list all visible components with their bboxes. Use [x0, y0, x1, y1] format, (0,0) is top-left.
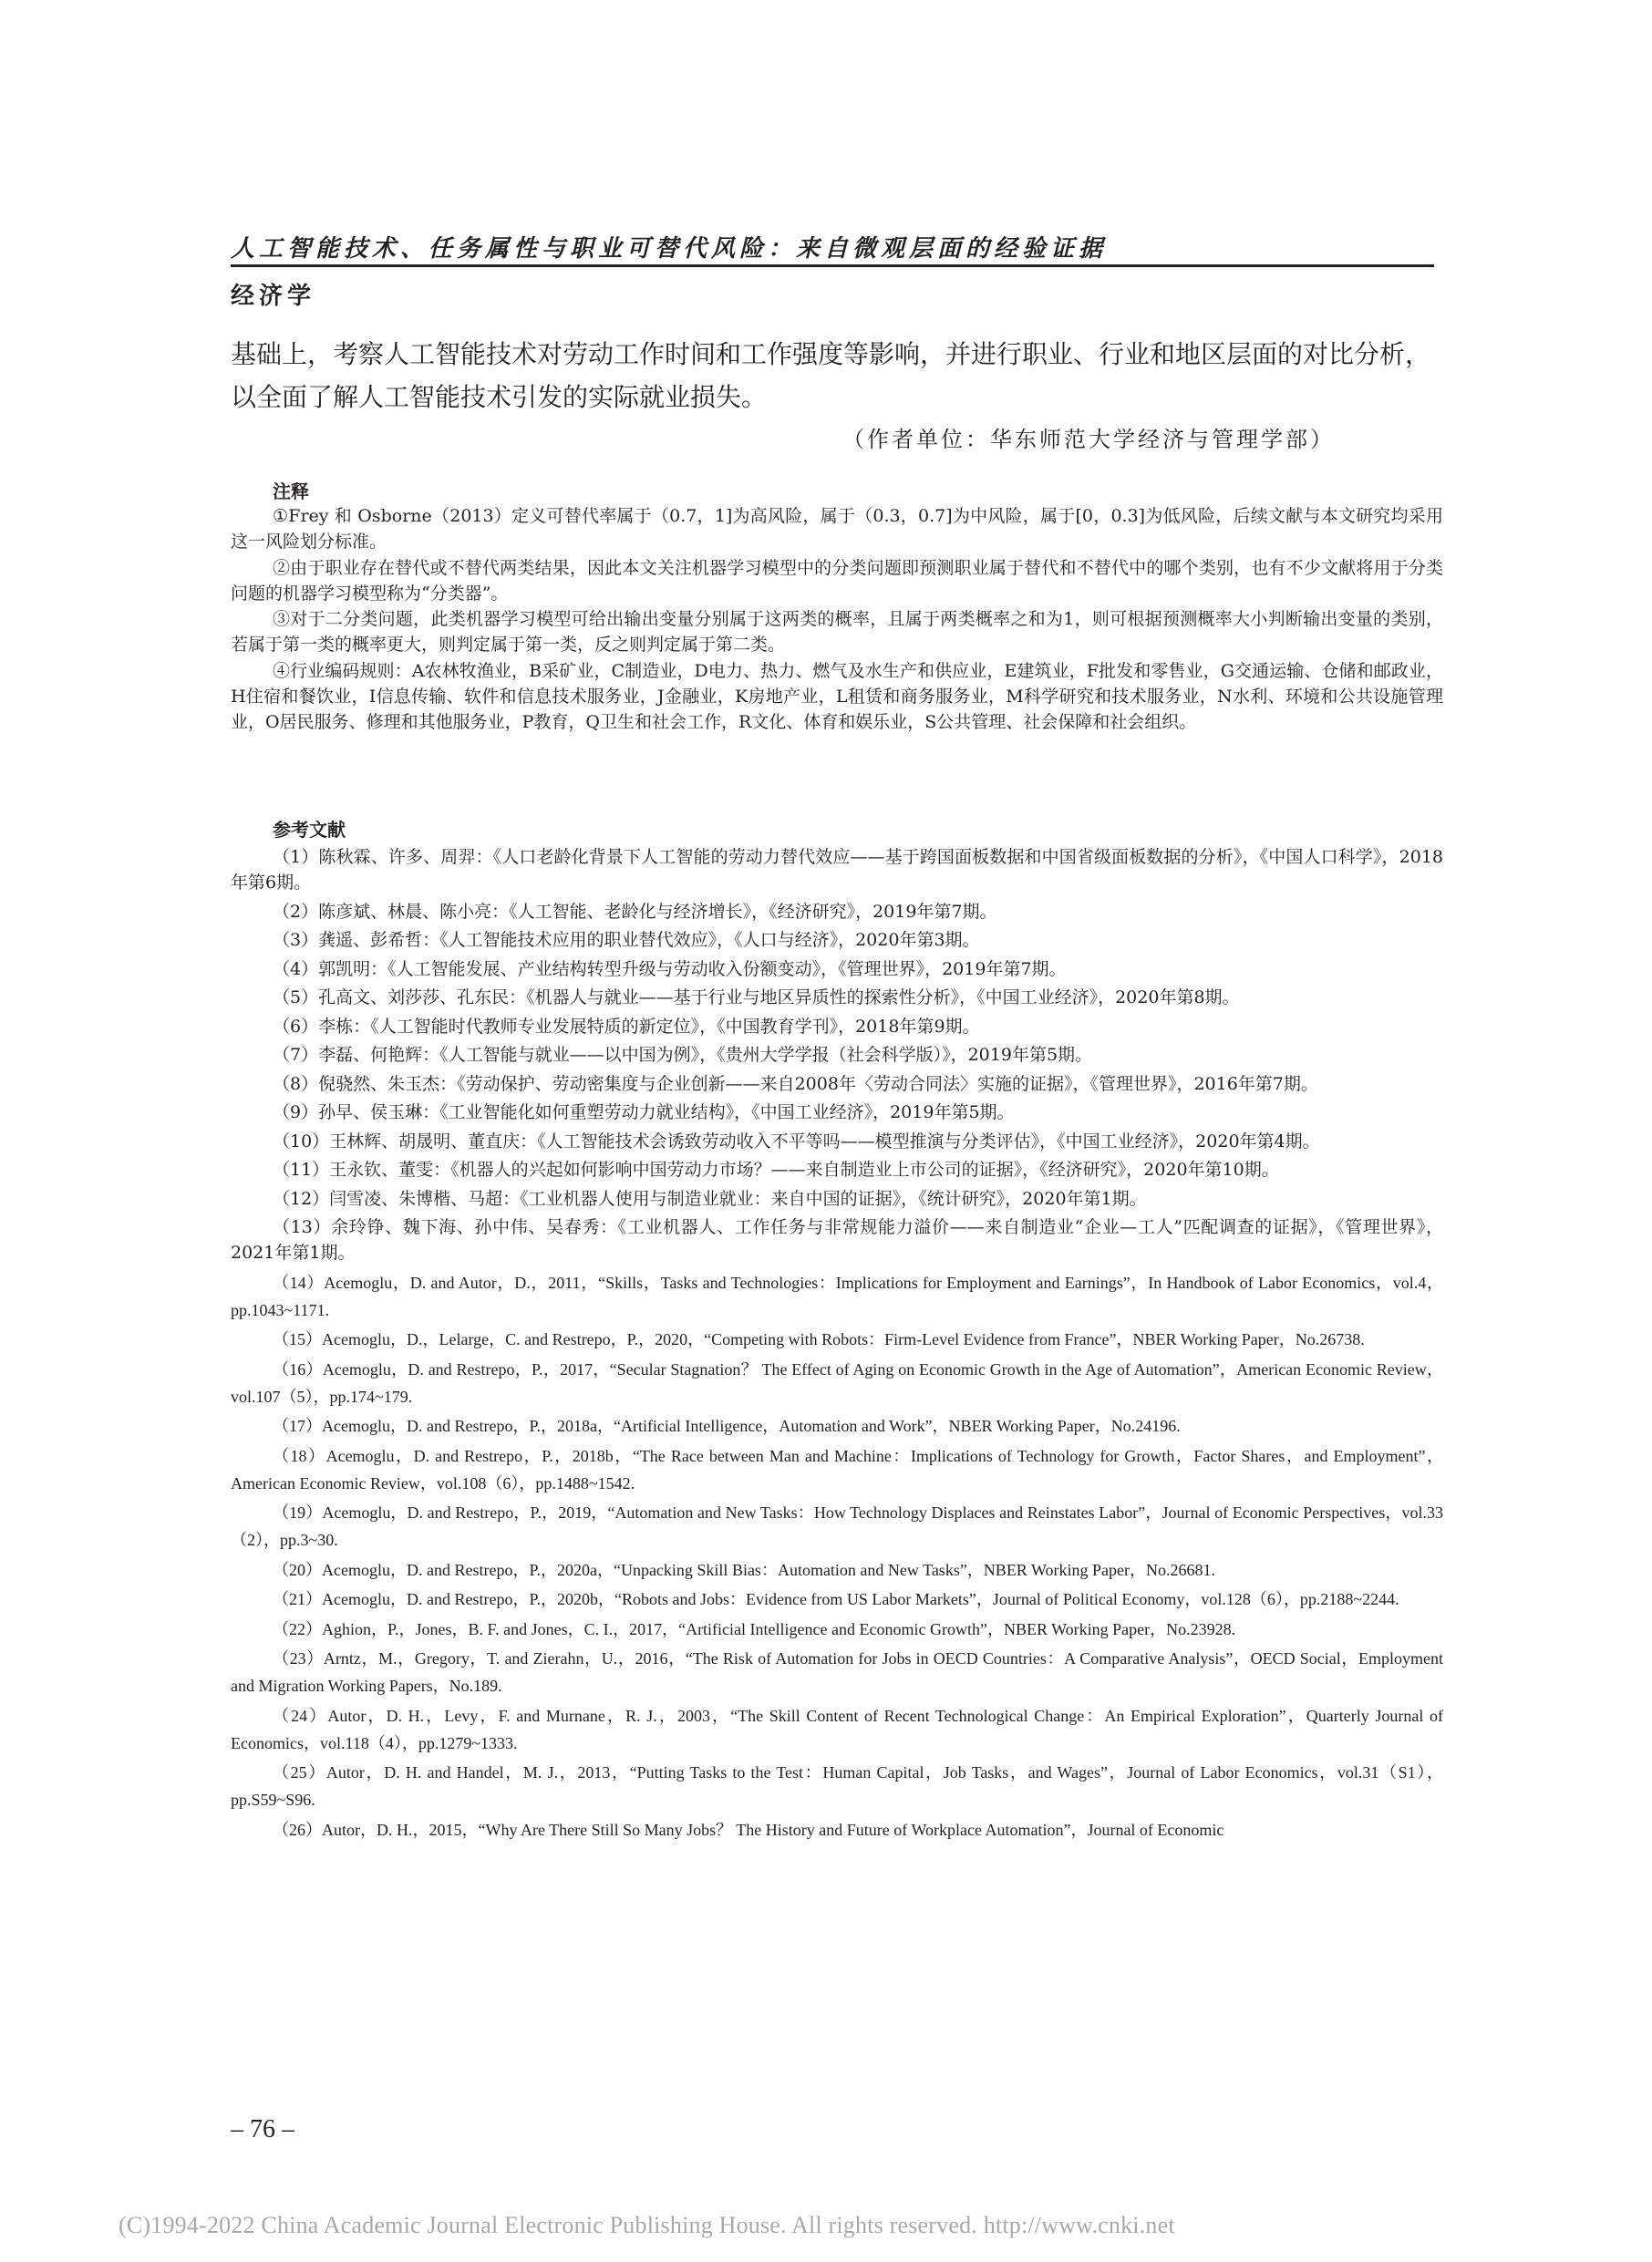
note-item: ④行业编码规则：A农林牧渔业，B采矿业，C制造业，D电力、热力、燃气及水生产和供应业，E建筑业，F批发和零售业，G交通运输、仓储和邮政业，H住宿和餐饮业，I信息传输、软件和信息技术服务业，J金融业，K房地产业，L租赁和商务服务业，M科学研究和技术服务业，N水利、环境和公共设施管理业，O居民服务、修理和其他服务业，P教育，Q卫生和社会工作，R文化、体育和娱乐业，S公共管理、社会保障和社会组织。: [231, 660, 1443, 733]
reference-item: （25）Autor，D. H. and Handel，M. J.，2013，“Putting Tasks to the Test：Human Capital，Job Tasks，and Wages”，Journal of Labor Economics，vol.31（S1），pp.S59~S96.: [231, 1763, 1443, 1809]
reference-item: （4）郭凯明：《人工智能发展、产业结构转型升级与劳动收入份额变动》，《管理世界》，2019年第7期。: [273, 958, 1067, 979]
reference-item: （13）余玲铮、魏下海、孙中伟、吴春秀：《工业机器人、工作任务与非常规能力溢价——来自制造业“企业—工人”匹配调查的证据》，《管理世界》，2021年第1期。: [231, 1217, 1443, 1263]
reference-item: （11）王永钦、董雯：《机器人的兴起如何影响中国劳动力市场？——来自制造业上市公司的证据》，《经济研究》，2020年第10期。: [273, 1160, 1279, 1180]
reference-item: （19）Acemoglu，D. and Restrepo，P.，2019，“Automation and New Tasks：How Technology Displaces and Reinstates Labor”，Journal of Economic Perspectives，vol.33（2），pp.3~30.: [231, 1503, 1443, 1549]
reference-item: （16）Acemoglu，D. and Restrepo，P.，2017，“Secular Stagnation？ The Effect of Aging on Economic Growth in the Age of Automation”，American Economic Review，vol.107（5），pp.174~179.: [231, 1359, 1443, 1406]
references-heading: 参考文献: [273, 819, 346, 841]
reference-item: （3）龚遥、彭希哲：《人工智能技术应用的职业替代效应》，《人口与经济》，2020年第3期。: [273, 930, 980, 950]
reference-item: （9）孙早、侯玉琳：《工业智能化如何重塑劳动力就业结构》，《中国工业经济》，2019年第5期。: [273, 1102, 1015, 1122]
reference-item: （6）李栋：《人工智能时代教师专业发展特质的新定位》，《中国教育学刊》，2018年第9期。: [273, 1016, 980, 1037]
notes-section: [231, 480, 1443, 736]
reference-item: （21）Acemoglu，D. and Restrepo，P.，2020b，“Robots and Jobs：Evidence from US Labor Markets”，Journal of Political Economy，vol.128（6），pp.2188~2244.: [273, 1590, 1399, 1608]
reference-item: （23）Arntz，M.，Gregory，T. and Zierahn，U.，2016，“The Risk of Automation for Jobs in OECD Countries：A Comparative Analysis”，OECD Social，Employment and Migration Working Papers，No.189.: [231, 1649, 1443, 1695]
reference-item: （1）陈秋霖、许多、周羿：《人口老龄化背景下人工智能的劳动力替代效应——基于跨国面板数据和中国省级面板数据的分析》，《中国人口科学》，2018年第6期。: [231, 847, 1443, 893]
header-rule: [231, 264, 1434, 267]
reference-item: （18）Acemoglu，D. and Restrepo，P.，2018b，“The Race between Man and Machine：Implications of Technology for Growth，Factor Shares，and Employment”，American Economic Review，vol.108（6），pp.1488~1542.: [231, 1446, 1443, 1493]
notes-heading: 注释: [273, 480, 309, 502]
note-item: ②由于职业存在替代或不替代两类结果，因此本文关注机器学习模型中的分类问题即预测职业属于替代和不替代中的哪个类别，也有不少文献将用于分类问题的机器学习模型称为“分类器”。: [231, 557, 1443, 604]
reference-item: （26）Autor，D. H.，2015，“Why Are There Still So Many Jobs？ The History and Future of Workplace Automation”，Journal of Economic: [273, 1820, 1224, 1839]
reference-item: （12）闫雪凌、朱博楷、马超：《工业机器人使用与制造业就业：来自中国的证据》，《统计研究》，2020年第1期。: [273, 1188, 1147, 1209]
reference-item: （10）王林辉、胡晟明、董直庆：《人工智能技术会诱致劳动收入不平等吗——模型推演与分类评估》，《中国工业经济》，2020年第4期。: [273, 1131, 1320, 1152]
section-label: 经济学: [231, 283, 316, 310]
body-paragraph: 基础上，考察人工智能技术对劳动工作时间和工作强度等影响，并进行职业、行业和地区层面的对比分析，以全面了解人工智能技术引发的实际就业损失。: [231, 339, 1431, 412]
note-item: ③对于二分类问题，此类机器学习模型可给出输出变量分别属于这两类的概率，且属于两类概率之和为1，则可根据预测概率大小判断输出变量的类别，若属于第一类的概率更大，则判定属于第一类，反之则判定属于第二类。: [231, 609, 1443, 656]
references-section: [231, 819, 1443, 1845]
reference-item: （5）孔高文、刘莎莎、孔东民：《机器人与就业——基于行业与地区异质性的探索性分析》，《中国工业经济》，2020年第8期。: [273, 987, 1240, 1007]
copyright-notice: (C)1994-2022 China Academic Journal Electronic Publishing House. All rights reserved. http://www.cnki.net: [119, 2212, 1175, 2238]
reference-item: （15）Acemoglu，D.，Lelarge，C. and Restrepo，P.，2020，“Competing with Robots：Firm-Level Evidence from France”，NBER Working Paper，No.26738.: [273, 1330, 1365, 1348]
running-title: 人工智能技术、任务属性与职业可替代风险：来自微观层面的经验证据: [231, 235, 1108, 263]
author-affiliation: （作者单位：华东师范大学经济与管理学部）: [842, 427, 1335, 452]
reference-item: （7）李磊、何艳辉：《人工智能与就业——以中国为例》，《贵州大学学报（社会科学版）》，2019年第5期。: [273, 1045, 1093, 1065]
page-number: – 76 –: [231, 2115, 294, 2143]
reference-item: （8）倪骁然、朱玉杰：《劳动保护、劳动密集度与企业创新——来自2008年〈劳动合同法〉实施的证据》，《管理世界》，2016年第7期。: [273, 1073, 1318, 1094]
reference-item: （20）Acemoglu，D. and Restrepo，P.，2020a，“Unpacking Skill Bias：Automation and New Tasks”，NBER Working Paper，No.26681.: [273, 1560, 1216, 1579]
reference-item: （17）Acemoglu，D. and Restrepo，P.，2018a，“Artificial Intelligence，Automation and Work”，NBER Working Paper，No.24196.: [273, 1417, 1181, 1435]
reference-item: （2）陈彦斌、林晨、陈小亮：《人工智能、老龄化与经济增长》，《经济研究》，2019年第7期。: [273, 901, 997, 922]
note-item: ①Frey 和 Osborne（2013）定义可替代率属于（0.7，1]为高风险，属于（0.3，0.7]为中风险，属于[0，0.3]为低风险，后续文献与本文研究均采用这一风险划分标准。: [231, 506, 1443, 553]
reference-item: （14）Acemoglu，D. and Autor，D.，2011，“Skills，Tasks and Technologies：Implications for Employment and Earnings”，In Handbook of Labor Economics，vol.4，pp.1043~1171.: [231, 1273, 1443, 1319]
reference-item: （22）Aghion，P.，Jones，B. F. and Jones，C. I.，2017，“Artificial Intelligence and Economic Growth”，NBER Working Paper，No.23928.: [273, 1619, 1236, 1638]
reference-item: （24）Autor，D. H.，Levy，F. and Murnane，R. J.，2003，“The Skill Content of Recent Technological Change：An Empirical Exploration”，Quarterly Journal of Economics，vol.118（4），pp.1279~1333.: [231, 1706, 1443, 1752]
